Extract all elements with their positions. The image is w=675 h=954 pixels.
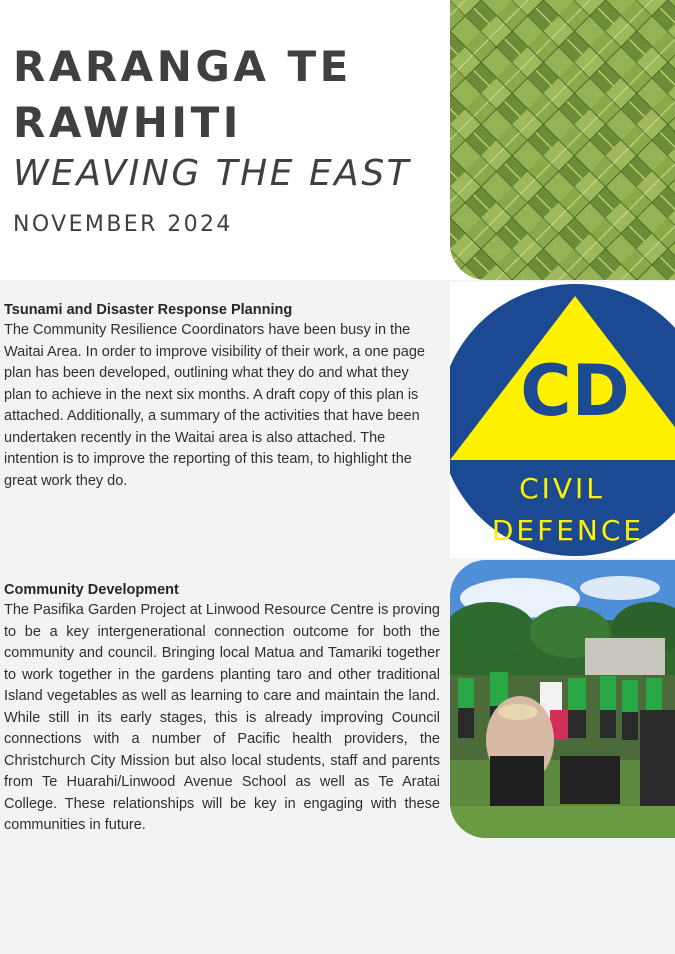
- section-tsunami-planning: [4, 300, 440, 492]
- section-body: The Pasifika Garden Project at Linwood Resource Centre is proving to be a key intergenerational connection outcome for both the community and council. Bringing local Matua and Tamariki together to work together in the gardens planting taro and other traditional Island vegetables as well as learning to care and maintain the land. While still in its early stages, this is already improving Council connections with a number of Pacific health providers, the Christchurch City Mission but also local students, staff and parents from Te Huarahi/Linwood Avenue School as well as Te Aratai College. These relationships will be key in engaging with these communities in future.: [4, 602, 440, 833]
- issue-date: NOVEMBER 2024: [13, 212, 233, 237]
- logo-line1: CIVIL: [519, 472, 605, 505]
- logo-letters: CD: [520, 350, 630, 432]
- section-body: The Community Resilience Coordinators have been busy in the Waitai Area. In order to improve visibility of their work, a one page plan has been developed, outlining what they do and what they plan to achieve in the next six months. A draft copy of this plan is attached. Additionally, a summary of the activities that have been undertaken recently in the Waitai area is also attached. The intention is to improve the reporting of this team, to highlight the great work they do.: [4, 322, 425, 489]
- section-community-development: [4, 580, 440, 837]
- logo-line2: DEFENCE: [491, 514, 645, 547]
- subtitle: WEAVING THE EAST: [13, 153, 412, 194]
- civil-defence-logo: [450, 282, 675, 558]
- garden-group-photo: [450, 560, 675, 838]
- section-heading: Tsunami and Disaster Response Planning: [4, 302, 293, 318]
- newsletter-header: [0, 0, 450, 280]
- weave-pattern: [450, 0, 675, 280]
- title-line-1: RARANGA TE: [13, 42, 352, 91]
- title-line-2: RAWHITI: [13, 98, 242, 147]
- flax-weave-image: [450, 0, 675, 280]
- section-heading: Community Development: [4, 582, 179, 598]
